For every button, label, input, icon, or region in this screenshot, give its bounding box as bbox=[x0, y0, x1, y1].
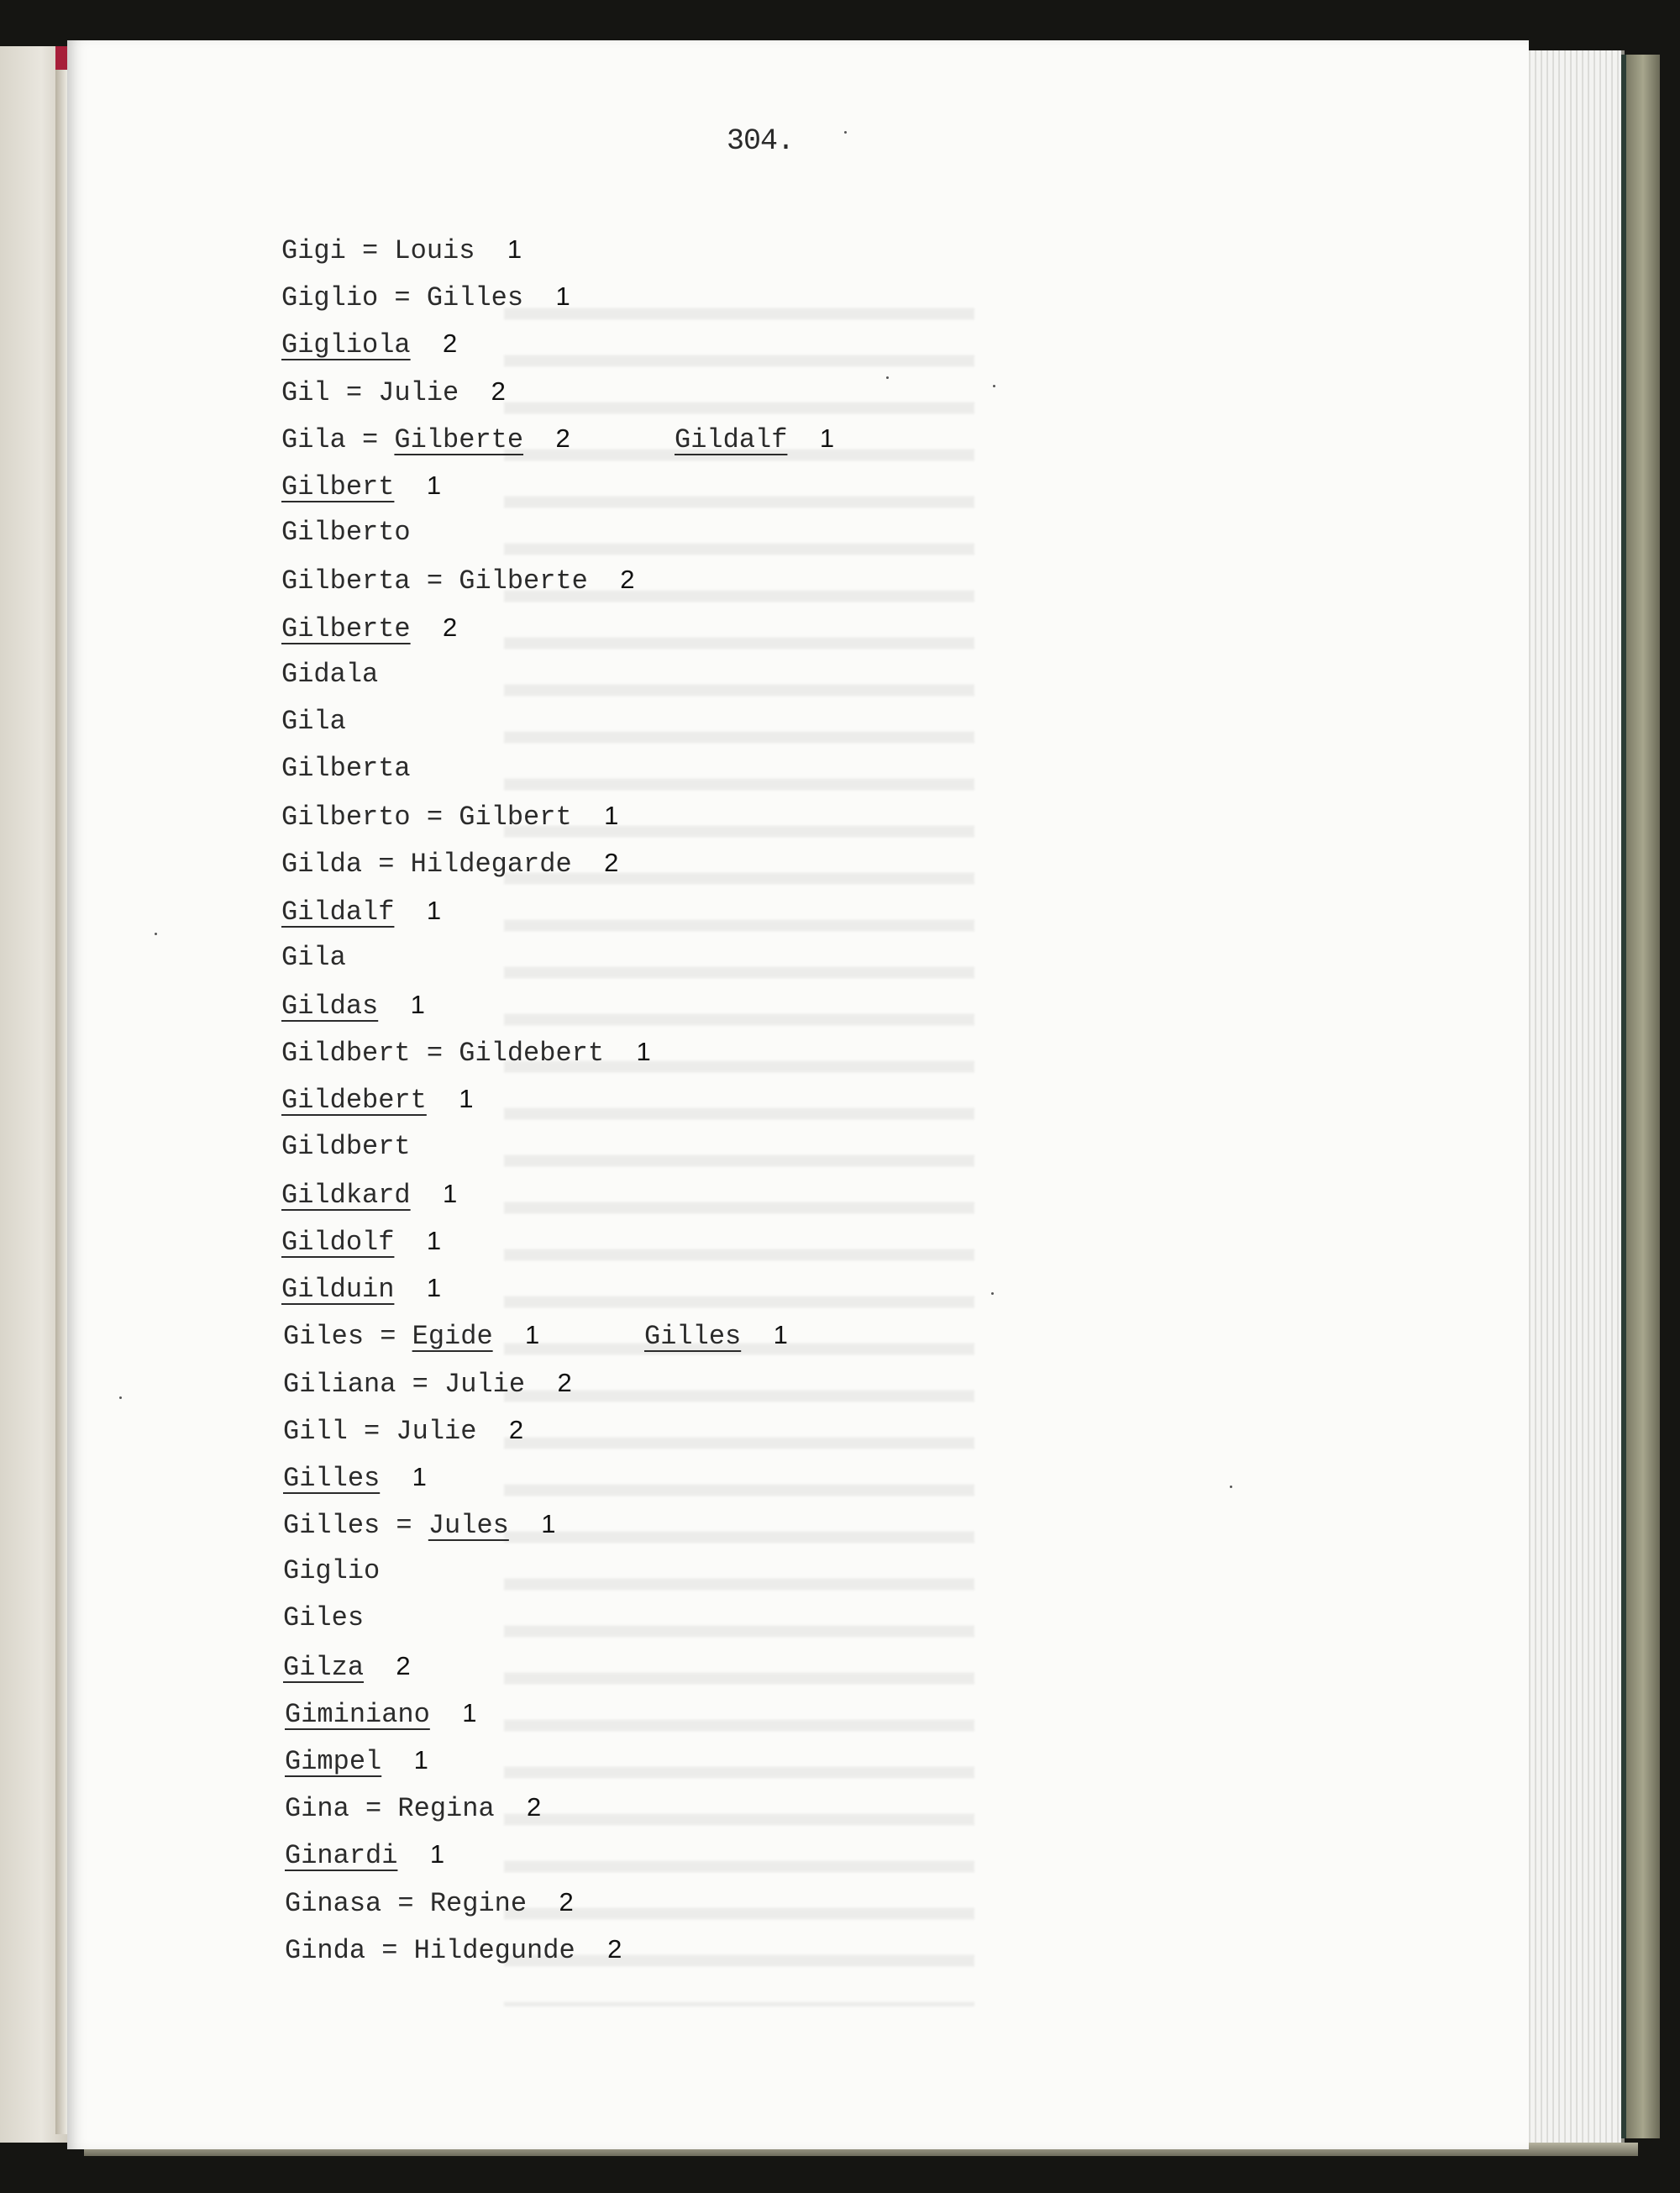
entry-name: Giliana bbox=[283, 1368, 396, 1400]
entry-name: Giglio bbox=[281, 282, 379, 314]
index-entry bbox=[281, 795, 1373, 842]
index-entry bbox=[281, 607, 1373, 654]
index-entry bbox=[281, 323, 1373, 370]
entry-count: 1 bbox=[636, 1037, 651, 1067]
entry-reference: Julie bbox=[444, 1368, 526, 1400]
entry-count: 1 bbox=[412, 1461, 427, 1491]
index-entry bbox=[281, 1078, 1373, 1125]
index-entry bbox=[285, 1692, 1373, 1739]
entry-count: 2 bbox=[604, 848, 619, 878]
index-entry bbox=[281, 559, 1373, 606]
entry-reference: Egide bbox=[412, 1321, 493, 1353]
entry-count: 1 bbox=[426, 895, 442, 925]
index-entry bbox=[281, 465, 1373, 512]
equals-sign: = bbox=[362, 235, 379, 266]
entry-reference: Louis bbox=[394, 235, 475, 266]
entry-name: Giminiano bbox=[285, 1698, 430, 1730]
index-entry bbox=[281, 1267, 1373, 1314]
entry-name: Gila bbox=[281, 423, 346, 455]
index-entry bbox=[283, 1456, 1373, 1503]
speck bbox=[155, 933, 157, 935]
entry-name: Gilda bbox=[281, 849, 363, 881]
entry-count: 2 bbox=[607, 1933, 622, 1964]
entry-name: Gigliola bbox=[281, 329, 411, 361]
entry-name: Gilbert bbox=[281, 471, 395, 502]
entry-count: 2 bbox=[443, 329, 458, 359]
entry-count: 2 bbox=[559, 1886, 574, 1917]
entry-reference: Jules bbox=[428, 1510, 509, 1542]
entry-count: 2 bbox=[443, 612, 458, 642]
entry-reference: Regine bbox=[429, 1887, 528, 1919]
entry-count: 1 bbox=[429, 1839, 445, 1870]
index-entry bbox=[283, 1597, 1373, 1644]
index-entry bbox=[281, 276, 1373, 323]
index-entry bbox=[281, 890, 1373, 937]
entry-reference: Gildebert bbox=[459, 1038, 605, 1070]
entry-name: Gilza bbox=[283, 1651, 365, 1683]
entry-reference: Julie bbox=[396, 1415, 477, 1447]
entry-count: 1 bbox=[426, 1225, 442, 1255]
index-entry bbox=[281, 937, 1373, 984]
entry-name: Gimpel bbox=[285, 1746, 382, 1777]
entry-name: Gina bbox=[285, 1793, 349, 1825]
entry-count: 2 bbox=[508, 1414, 524, 1444]
entry-count: 1 bbox=[555, 281, 570, 312]
index-entry bbox=[281, 418, 1373, 465]
equals-sign: = bbox=[381, 1934, 398, 1966]
index-entry bbox=[285, 1786, 1373, 1833]
entry-name: Gilduin bbox=[281, 1274, 395, 1306]
index-entry bbox=[285, 1928, 1373, 1975]
entry-name: Gilles bbox=[283, 1462, 381, 1494]
equals-sign: = bbox=[426, 565, 444, 597]
equals-sign: = bbox=[345, 376, 363, 408]
page-number: 304. bbox=[727, 124, 795, 158]
index-entry bbox=[283, 1409, 1373, 1456]
index-entry bbox=[281, 1031, 1373, 1078]
entry-name: Gildbert bbox=[281, 1038, 411, 1070]
index-entry bbox=[281, 512, 1373, 559]
equals-sign: = bbox=[394, 282, 411, 314]
entry-name: Ginardi bbox=[285, 1840, 398, 1872]
equals-sign: = bbox=[378, 849, 395, 881]
entry-name: Gilberta bbox=[281, 753, 411, 785]
index-entry bbox=[281, 701, 1373, 748]
entry-name: Gilberte bbox=[281, 613, 411, 644]
speck bbox=[119, 1396, 122, 1399]
entry-name: Gildolf bbox=[281, 1226, 395, 1258]
entry-count: 1 bbox=[426, 1273, 442, 1303]
entry-reference: Gilberte bbox=[394, 423, 524, 455]
entry-name: Ginda bbox=[285, 1934, 366, 1966]
entry-name: Gil bbox=[281, 376, 330, 408]
entry-reference: Gilberte bbox=[459, 565, 588, 597]
entry-name: Giglio bbox=[283, 1555, 381, 1587]
equals-sign: = bbox=[397, 1887, 414, 1919]
entry-name: Ginasa bbox=[285, 1887, 382, 1919]
entry-reference: Julie bbox=[378, 376, 459, 408]
equals-sign: = bbox=[365, 1793, 382, 1825]
entry-count: 2 bbox=[491, 376, 506, 406]
entry-count: 1 bbox=[410, 990, 425, 1019]
name-index-list bbox=[281, 229, 1373, 1975]
entry-count: 2 bbox=[557, 1367, 572, 1397]
index-entry bbox=[283, 1314, 1373, 1361]
index-entry bbox=[283, 1550, 1373, 1597]
entry-name: Gila bbox=[281, 941, 346, 973]
entry-name: Gildas bbox=[281, 991, 379, 1022]
entry-reference: Regina bbox=[397, 1793, 495, 1825]
book-cover bbox=[1621, 55, 1660, 2138]
entry-count: 1 bbox=[459, 1084, 474, 1114]
entry-count-2: 1 bbox=[773, 1320, 788, 1350]
entry-count: 1 bbox=[525, 1320, 540, 1350]
entry-count: 1 bbox=[541, 1509, 556, 1539]
entry-count: 1 bbox=[443, 1178, 458, 1208]
entry-name: Gildebert bbox=[281, 1085, 427, 1117]
index-entry bbox=[285, 1739, 1373, 1786]
equals-sign: = bbox=[362, 423, 379, 455]
entry-count: 2 bbox=[620, 565, 635, 595]
index-entry bbox=[283, 1503, 1373, 1550]
speck bbox=[844, 131, 847, 134]
entry-count: 1 bbox=[413, 1745, 428, 1775]
entry-reference: Hildegarde bbox=[410, 849, 572, 881]
index-entry bbox=[281, 1126, 1373, 1173]
entry-name: Gilles bbox=[283, 1510, 381, 1542]
entry-name: Gildalf bbox=[281, 896, 395, 928]
index-entry bbox=[281, 842, 1373, 889]
entry-name: Gildkard bbox=[281, 1179, 411, 1211]
index-entry bbox=[281, 371, 1373, 418]
second-reference bbox=[675, 418, 834, 461]
entry-name: Gila bbox=[281, 705, 346, 737]
entry-reference-2: Gilles bbox=[644, 1321, 742, 1353]
second-reference bbox=[644, 1314, 788, 1358]
entry-count: 2 bbox=[555, 423, 570, 453]
index-entry bbox=[281, 654, 1373, 701]
entry-name: Gidala bbox=[281, 658, 379, 690]
entry-reference: Hildegunde bbox=[413, 1934, 575, 1966]
entry-reference: Gilles bbox=[426, 282, 524, 314]
index-entry bbox=[285, 1881, 1373, 1928]
entry-reference-2: Gildalf bbox=[675, 423, 788, 455]
equals-sign: = bbox=[364, 1415, 381, 1447]
equals-sign: = bbox=[396, 1510, 412, 1542]
entry-name: Gilberto bbox=[281, 802, 411, 834]
index-entry bbox=[281, 748, 1373, 795]
index-entry bbox=[285, 1833, 1373, 1880]
entry-name: Gill bbox=[283, 1415, 348, 1447]
index-entry bbox=[281, 1220, 1373, 1267]
entry-name: Gilberto bbox=[281, 517, 411, 549]
equals-sign: = bbox=[380, 1321, 396, 1353]
index-entry bbox=[281, 229, 1373, 276]
entry-count-2: 1 bbox=[819, 423, 835, 453]
index-entry bbox=[281, 984, 1373, 1031]
index-entry bbox=[281, 1173, 1373, 1220]
equals-sign: = bbox=[426, 802, 444, 834]
entry-count: 2 bbox=[527, 1792, 542, 1822]
entry-name: Gigi bbox=[281, 235, 346, 266]
entry-count: 1 bbox=[462, 1697, 477, 1728]
equals-sign: = bbox=[412, 1368, 428, 1400]
entry-reference: Gilbert bbox=[459, 802, 572, 834]
entry-count: 2 bbox=[396, 1650, 411, 1680]
entry-count: 1 bbox=[426, 470, 442, 500]
entry-count: 1 bbox=[507, 234, 522, 264]
index-entry bbox=[283, 1362, 1373, 1409]
index-entry bbox=[283, 1645, 1373, 1692]
entry-count: 1 bbox=[604, 801, 619, 831]
equals-sign: = bbox=[426, 1038, 444, 1070]
entry-name: Giles bbox=[283, 1602, 365, 1634]
entry-name: Giles bbox=[283, 1321, 365, 1353]
entry-name: Gildbert bbox=[281, 1130, 411, 1162]
entry-name: Gilberta bbox=[281, 565, 411, 597]
